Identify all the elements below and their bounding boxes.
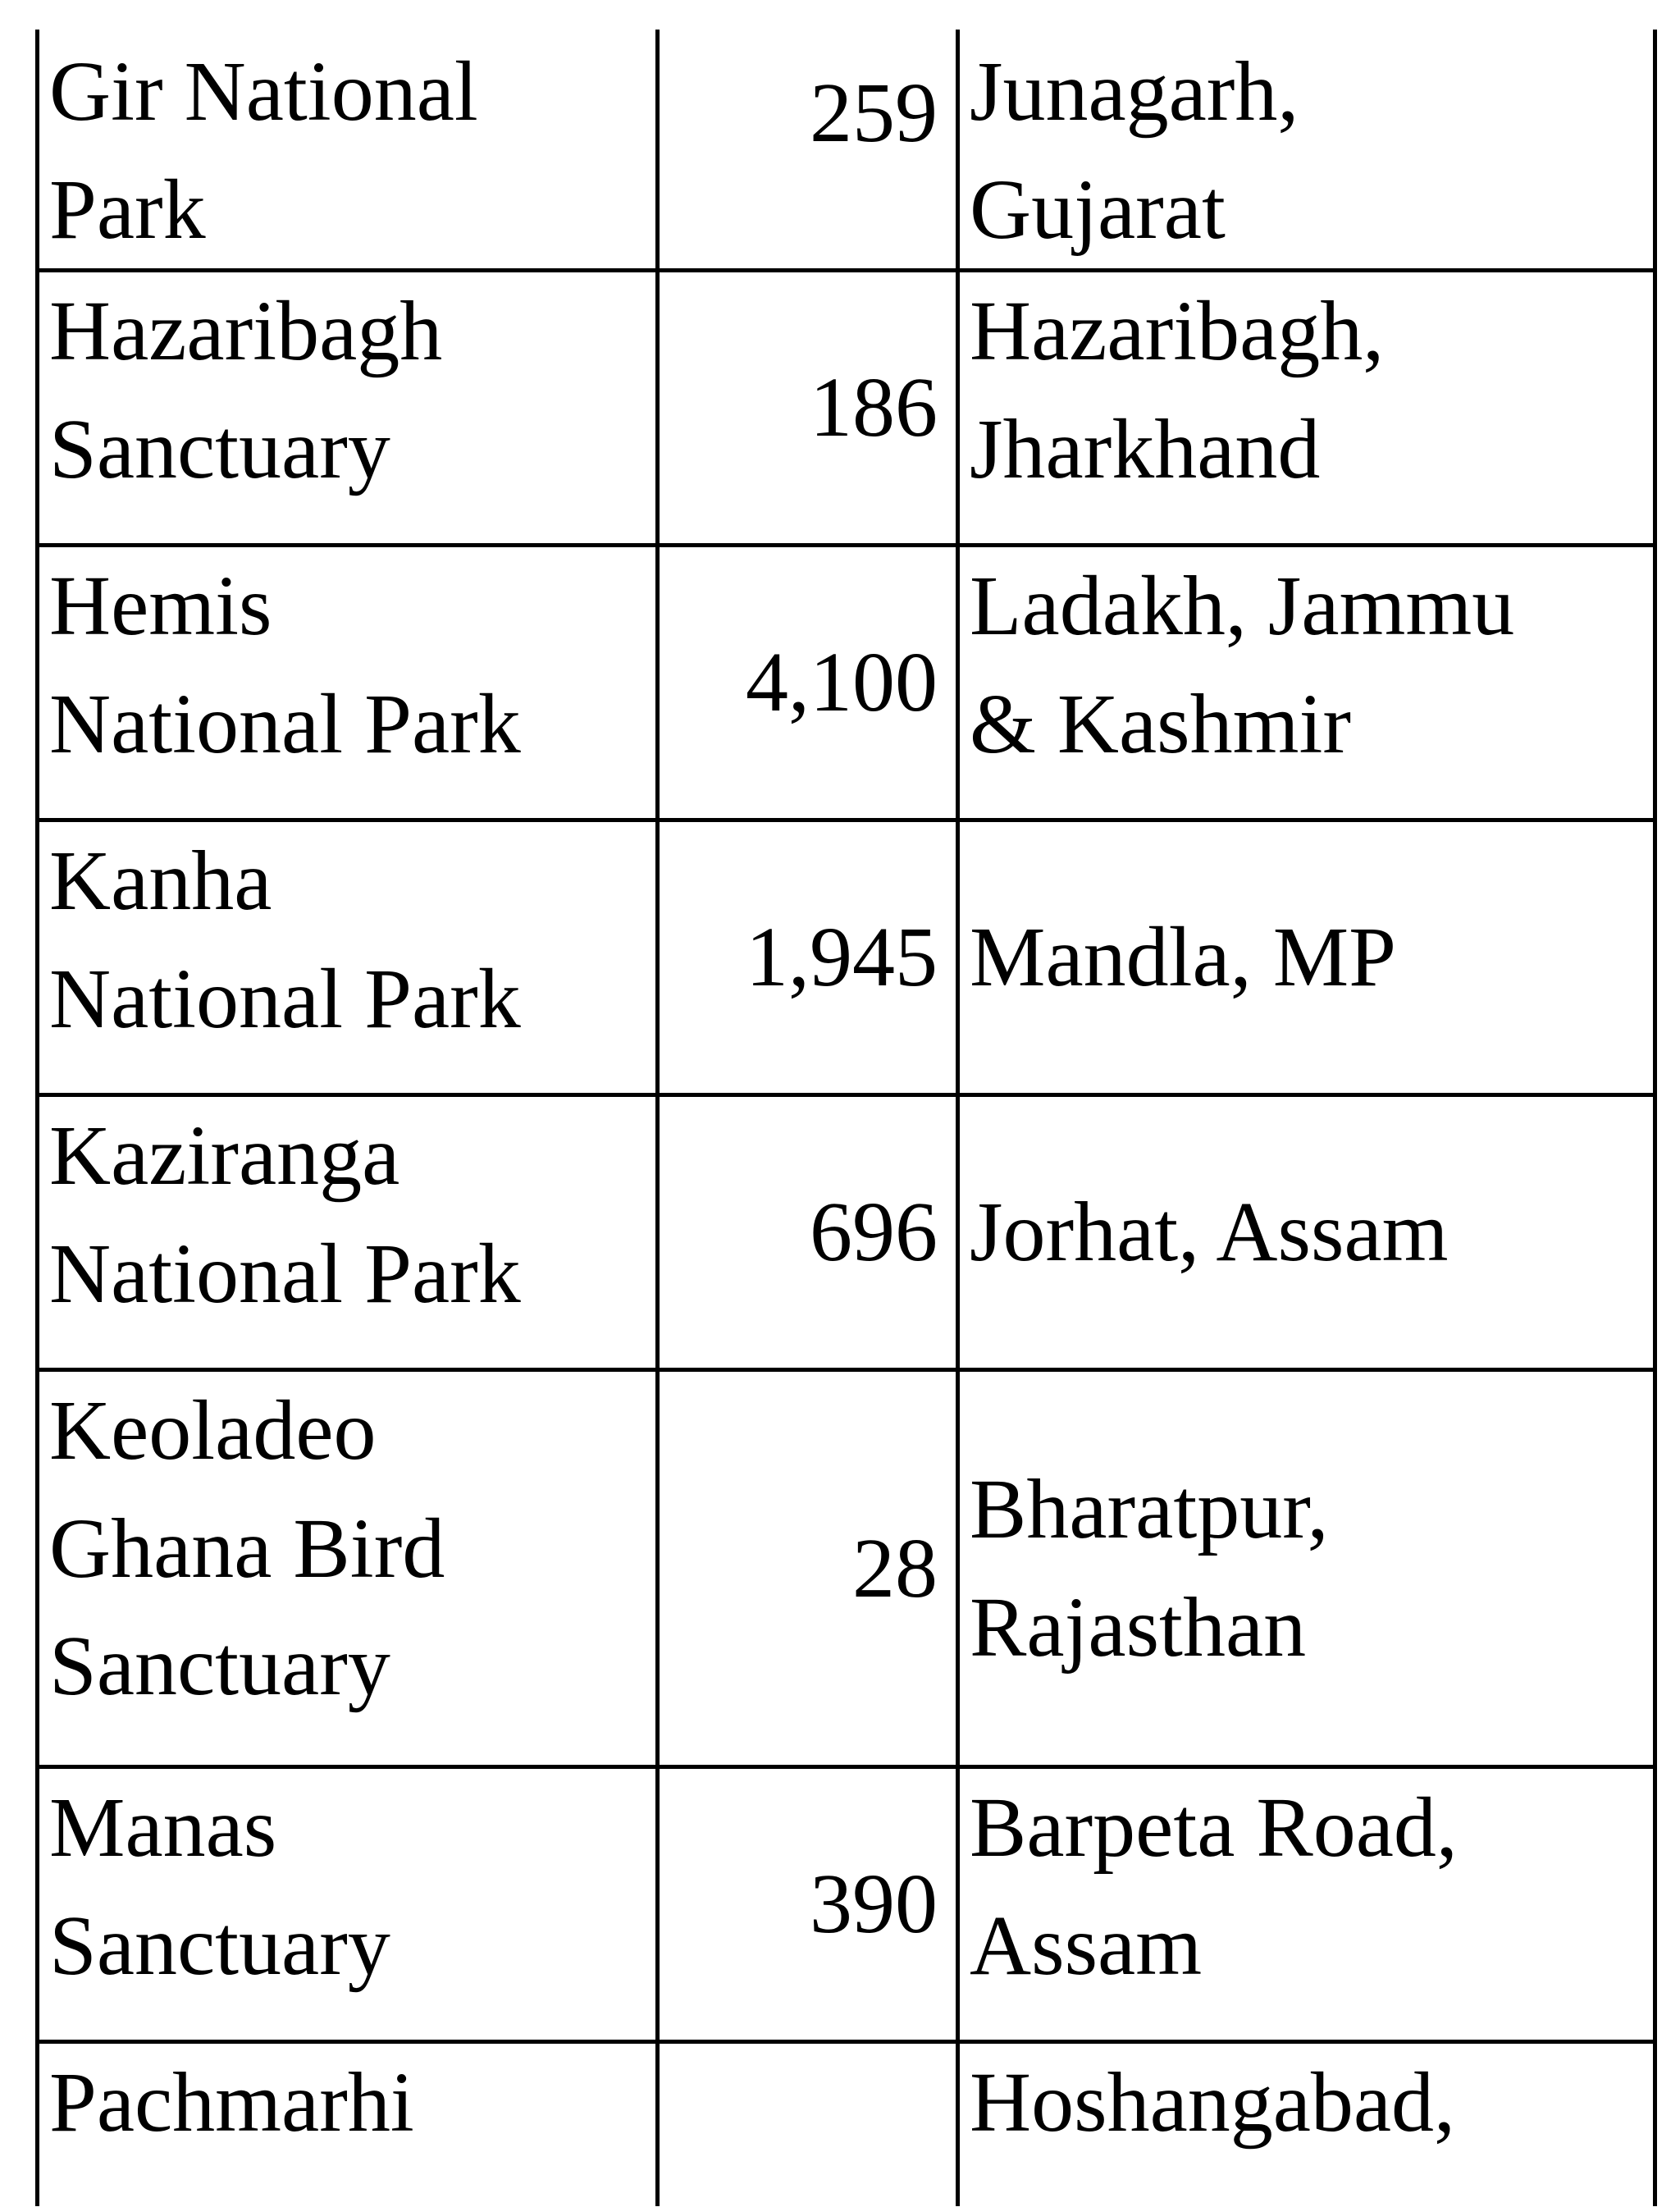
table-row <box>38 271 1655 546</box>
table-row <box>38 2042 1655 2206</box>
park-location-cell <box>958 546 1655 820</box>
park-location: Junagarh, Gujarat <box>970 44 1299 257</box>
park-area: 4,100 <box>746 635 938 730</box>
park-name-cell <box>38 1095 658 1370</box>
park-location-cell <box>958 1095 1655 1370</box>
park-location-cell <box>958 30 1655 271</box>
park-location: Mandla, MP <box>970 910 1396 1005</box>
park-area-cell <box>658 1370 958 1767</box>
park-name-cell <box>38 1370 658 1767</box>
park-area: 1,945 <box>746 910 938 1005</box>
table-row <box>38 546 1655 820</box>
park-name-cell <box>38 1767 658 2042</box>
park-area: 259 <box>810 66 938 160</box>
park-name: Keoladeo Ghana Bird Sanctuary <box>49 1383 445 1714</box>
park-area-cell <box>658 30 958 271</box>
park-area-cell <box>658 1095 958 1370</box>
wildlife-parks-table <box>35 30 1657 2206</box>
table-row <box>38 1370 1655 1767</box>
park-location: Hoshangabad, <box>970 2055 1456 2150</box>
park-name-cell <box>38 820 658 1095</box>
park-area-cell <box>658 271 958 546</box>
park-name: Gir National Park <box>49 44 478 257</box>
park-location-cell <box>958 271 1655 546</box>
park-name: Hemis National Park <box>49 559 521 771</box>
park-name: Kanha National Park <box>49 834 521 1046</box>
park-location: Barpeta Road, Assam <box>970 1780 1458 1993</box>
park-name-cell <box>38 271 658 546</box>
park-area-cell <box>658 546 958 820</box>
park-area: 28 <box>852 1520 938 1615</box>
park-name-cell <box>38 546 658 820</box>
park-area: 390 <box>810 1857 938 1952</box>
park-location: Hazaribagh, Jharkhand <box>970 284 1385 496</box>
park-name: Manas Sanctuary <box>49 1780 390 1993</box>
park-area-cell <box>658 820 958 1095</box>
park-area: 186 <box>810 360 938 455</box>
park-area: 696 <box>810 1185 938 1280</box>
park-name: Kaziranga National Park <box>49 1108 521 1321</box>
table-row <box>38 30 1655 271</box>
park-area-cell <box>658 1767 958 2042</box>
park-location: Jorhat, Assam <box>970 1185 1449 1280</box>
park-location: Bharatpur, Rajasthan <box>970 1462 1329 1675</box>
table-row <box>38 1095 1655 1370</box>
park-location-cell <box>958 1370 1655 1767</box>
park-location-cell <box>958 820 1655 1095</box>
table-row <box>38 820 1655 1095</box>
park-location-cell <box>958 1767 1655 2042</box>
park-location: Ladakh, Jammu & Kashmir <box>970 559 1515 771</box>
table-row <box>38 1767 1655 2042</box>
park-location-cell <box>958 2042 1655 2206</box>
park-area-cell <box>658 2042 958 2206</box>
park-name-cell <box>38 30 658 271</box>
park-name: Hazaribagh Sanctuary <box>49 284 443 496</box>
park-name: Pachmarhi <box>49 2055 414 2150</box>
park-name-cell <box>38 2042 658 2206</box>
